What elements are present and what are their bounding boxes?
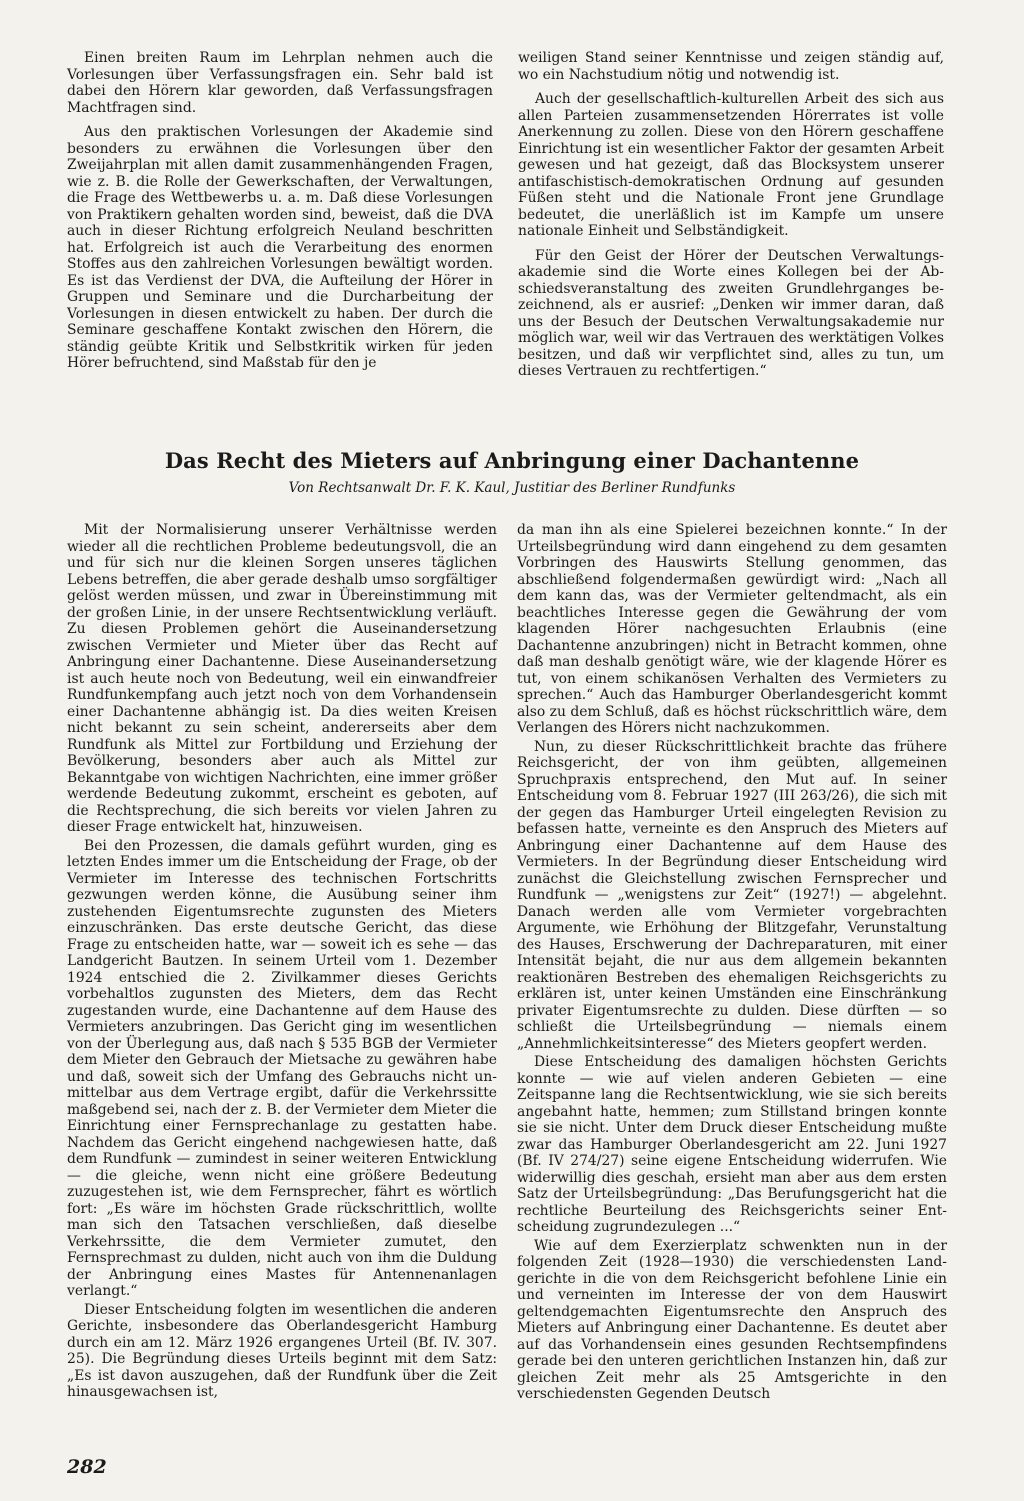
page-number: 282 bbox=[67, 1456, 107, 1478]
paragraph: Bei den Prozessen, die damals geführt wurden, ging es letzten Endes immer um die Entscheidung der Frage, ob der Vermieter im Interesse des technischen Fortschritts gezwungen werden könne, die Ausübung seiner ihm zustehenden Eigentumsrechte zugunsten des Mieters einzuschränken. Das erste deutsche Gericht, das diese Frage zu entscheiden hatte, war — soweit ich es sehe — das Landgericht Bautzen. In seinem Urteil vom 1. Dezember 1924 entschied die 2. Zivilkammer dieses Gerichts vorbehaltlos zugunsten des Mieters, dem das Recht zugestanden wurde, eine Dachantenne auf dem Hause des Vermieters anzubringen. Das Gericht ging im wesentlichen von der Überlegung aus, daß nach § 535 BGB der Vermieter dem Mieter den Gebrauch der Mietsache zu gewähren habe und daß, soweit sich der Umfang des Gebrauchs nicht unmittelbar aus dem Vertrage ergibt, dafür die Verkehrssitte maßgebend sei, nach der z. B. der Vermieter dem Mieter die Einrichtung einer Fernsprechanlage zu gestatten habe. Nachdem das Gericht eingehend nachgewiesen hatte, daß dem Rundfunk — zumindest in seiner weiteren Entwicklung — die gleiche, wenn nicht eine größere Bedeutung zuzugestehen ist, wie dem Fernsprecher, fährt es wörtlich fort: „Es wäre im höchsten Grade rückschrittlich, wollte man sich den Tatsachen verschließen, daß dieselbe Verkehrssitte, die dem Vermieter zumutet, den Fernsprechmast zu dulden, nicht auch von ihm die Duldung der Anbringung eines Mastes für Antennenanlagen verlangt.“ bbox=[67, 837, 497, 1299]
paragraph: Dieser Entscheidung folgten im wesentlichen die anderen Gerichte, insbesondere das Oberlandesgericht Hamburg durch ein am 12. März 1926 ergangenes Urteil (Bf. IV. 307. 25). Die Begründung dieses Urteils beginnt mit dem Satz: „Es ist davon auszugehen, daß der Rundfunk über die Zeit hinausgewachsen ist, bbox=[67, 1301, 497, 1400]
article-title: Das Recht des Mieters auf Anbringung einer Dachantenne bbox=[164, 448, 860, 473]
article-byline: Von Rechtsanwalt Dr. F. K. Kaul, Justitiar des Berliner Rundfunks bbox=[288, 480, 736, 496]
article-left-column bbox=[67, 522, 497, 1403]
paragraph: Nun, zu dieser Rückschrittlichkeit brachte das frühere Reichsgericht, der von ihm geübten, allgemeinen Spruchpraxis entsprechend, den Mut auf. In seiner Entscheidung vom 8. Februar 1927 (III 263/26), die sich mit der gegen das Hamburger Urteil eingelegten Revision zu befassen hatte, verneinte es den Anspruch des Mieters auf Anbringung einer Dachantenne auf dem Hause des Vermieters. In der Begründung dieser Entscheidung wird zunächst die Gleichstellung zwischen Fernsprecher und Rundfunk — „wenigstens zur Zeit“ (1927!) — abgelehnt. Danach werden alle vom Vermieter vorgebrachten Argumente, wie Erhöhung der Blitzgefahr, Verunstaltung des Hauses, Erschwerung der Dachreparaturen, mit einer Intensität bejaht, die nur aus dem allgemein bekannten reaktionären Bestreben des ehemaligen Reichsgerichts zu erklären ist, unter keinen Umständen eine Einschränkung privater Eigentumsrechte zu dulden. Diese dürften — so schließt die Urteilsbegründung — niemals einem „Annehmlichkeitsinteresse“ des Mieters geopfert werden. bbox=[517, 738, 947, 1052]
paragraph: Diese Entscheidung des damaligen höchsten Gerichts konnte — wie auf vielen anderen Gebieten — eine Zeitspanne lang die Rechtsentwicklung, wie sie sich bereits angebahnt hatte, hemmen; zum Stillstand bringen konnte sie sie nicht. Unter dem Druck dieser Entscheidung mußte zwar das Hamburger Oberlandesgericht am 22. Juni 1927 (Bf. IV 274/27) seine eigene Entscheidung widerrufen. Wie widerwillig dies geschah, ersieht man aber aus dem ersten Satz der Urteilsbegründung: „Das Berufungsgericht hat die rechtliche Beurteilung des Reichsgerichts seiner Entscheidung zugrundezulegen ...“ bbox=[517, 1054, 947, 1235]
article-right-column bbox=[517, 522, 947, 1405]
paragraph: Aus den praktischen Vorlesungen der Akademie sind besonders zu erwähnen die Vorlesungen über den Zweijahrplan mit allen damit zusammenhängenden Fragen, wie z. B. die Rolle der Gewerkschaften, der Verwaltungen, die Frage des Wettbewerbs u. a. m. Daß diese Vorlesungen von Praktikern gehalten worden sind, beweist, daß die DVA auch in dieser Richtung erfolgreich Neuland beschritten hat. Erfolgreich ist auch die Verarbeitung des enormen Stoffes aus den zahlreichen Vorlesungen bewältigt worden. Es ist das Verdienst der DVA, die Aufteilung der Hörer in Gruppen und Seminare und die Durcharbeitung der Vorlesungen in diesen entwickelt zu haben. Der durch die Seminare geschaffene Kontakt zwischen den Hörern, die ständig geübte Kritik und Selbstkritik wirken für jeden Hörer befruchtend, sind Maßstab für den je bbox=[67, 124, 493, 371]
paragraph: Mit der Normalisierung unserer Verhältnisse werden wieder all die rechtlichen Probleme bedeutungsvoll, die an und für sich nur die kleinen Sorgen unseres täglichen Lebens betreffen, die aber gerade deshalb umso sorgfältiger gelöst werden müssen, und zwar in Übereinstimmung mit der großen Linie, in der unsere Rechtsentwicklung verläuft. Zu diesen Problemen gehört die Auseinandersetzung zwischen Vermieter und Mieter über das Recht auf Anbringung einer Dachantenne. Diese Auseinandersetzung ist auch heute noch von Bedeutung, weil ein einwandfreier Rundfunkempfang auch jetzt noch von dem Vorhandensein einer Dachantenne abhängig ist. Da dies weiten Kreisen nicht bekannt zu sein scheint, andererseits aber dem Rundfunk als Mittel zur Fortbildung und Erziehung der Bevölkerung, besonders aber auch als Mittel zur Bekanntgabe von wichtigen Nachrichten, eine immer größer werdende Bedeutung zukommt, erscheint es geboten, auf die Rechtsprechung, die sich bereits vor vielen Jahren zu dieser Frage entwickelt hat, hinzuweisen. bbox=[67, 522, 497, 835]
paragraph: weiligen Stand seiner Kenntnisse und zeigen ständig auf, wo ein Nachstudium nötig und notwendig ist. bbox=[518, 50, 944, 83]
paragraph: Einen breiten Raum im Lehrplan nehmen auch die Vorlesungen über Verfassungsfragen ein. Sehr bald ist dabei den Hörern klar geworden, daß Verfassungsfragen Machtfragen sind. bbox=[67, 50, 493, 116]
paragraph: da man ihn als eine Spielerei bezeichnen konnte.“ In der Urteilsbegründung wird dann eingehend zu dem gesamten Vorbringen des Hauswirts Stellung genommen, das abschließend folgendermaßen gewürdigt wird: „Nach all dem kann das, was der Vermieter geltendmacht, als ein beachtliches Interesse gegen die Gewährung der vom klagenden Hörer nachgesuchten Erlaubnis (eine Dachantenne anzubringen) nicht in Betracht kommen, ohne daß man deshalb genötigt wäre, wie der klagende Hörer es tut, von einem schikanösen Verhalten des Vermieters zu sprechen.“ Auch das Hamburger Oberlandesgericht kommt also zu dem Schluß, daß es höchst rückschrittlich wäre, dem Verlangen des Hörers nicht nachzukommen. bbox=[517, 522, 947, 736]
paragraph: Für den Geist der Hörer der Deutschen Verwaltungsakademie sind die Worte eines Kollegen bei der Abschiedsveranstaltung des zweiten Grundlehrganges bezeichnend, als er ausrief: „Denken wir immer daran, daß uns der Besuch der Deutschen Verwaltungsakademie nur möglich war, weil wir das Vertrauen des werktätigen Volkes besitzen, und daß wir verpflichtet sind, alles zu tun, um dieses Vertrauen zu rechtfertigen.“ bbox=[518, 247, 944, 379]
prev-article-left-column bbox=[67, 50, 493, 380]
prev-article-right-column bbox=[518, 50, 944, 388]
paragraph: Auch der gesellschaftlich-kulturellen Arbeit des sich aus allen Parteien zusammensetzenden Hörerrates ist volle Anerkennung zu zollen. Diese von den Hörern geschaffene Einrichtung ist ein wesentlicher Faktor der gesamten Arbeit gewesen und hat gezeigt, daß das Blocksystem unserer antifaschistisch-demokratischen Ordnung auf gesunden Füßen steht und die Nationale Front jene Grundlage bedeutet, die unerläßlich ist im Kampfe um unsere nationale Einheit und Selbständigkeit. bbox=[518, 91, 944, 239]
paragraph: Wie auf dem Exerzierplatz schwenkten nun in der folgenden Zeit (1928—1930) die verschiedensten Landgerichte in die von dem Reichsgericht befohlene Linie ein und verneinten im Interesse der von dem Hauswirt geltendgemachten Eigentumsrechte den Anspruch des Mieters auf Anbringung einer Dachantenne. Es deutet aber auf das Vorhandensein eines gesunden Rechtsempfindens gerade bei den unteren gerichtlichen Instanzen hin, daß zur gleichen Zeit mehr als 25 Amtsgerichte in den verschiedensten Gegenden Deutsch bbox=[517, 1237, 947, 1402]
